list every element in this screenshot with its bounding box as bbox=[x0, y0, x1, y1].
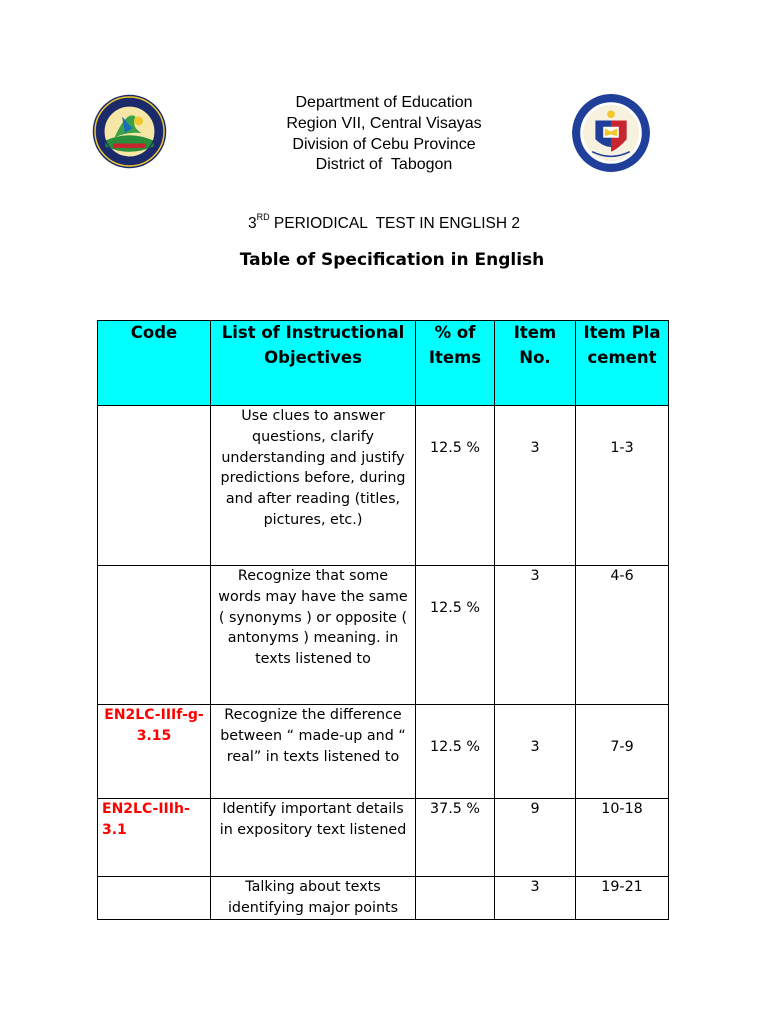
item-no-cell: 3 bbox=[495, 566, 576, 705]
test-title bbox=[140, 214, 628, 233]
column-header-percent: % of Items bbox=[416, 321, 495, 406]
document-title: Table of Specification in English bbox=[239, 250, 545, 270]
percent-value: 12.5 % bbox=[430, 739, 480, 755]
percent-cell bbox=[416, 406, 495, 566]
percent-value: 12.5 % bbox=[430, 600, 480, 616]
item-no-cell: 3 bbox=[495, 406, 576, 566]
code-cell bbox=[98, 406, 211, 566]
percent-value: 37.5 % bbox=[430, 801, 480, 817]
item-no-cell: 9 bbox=[495, 799, 576, 877]
objective-cell: Talking about texts identifying major points bbox=[211, 877, 416, 920]
percent-cell bbox=[416, 705, 495, 799]
table-row bbox=[98, 705, 669, 799]
column-header-item-no: Item No. bbox=[495, 321, 576, 406]
percent-cell bbox=[416, 799, 495, 877]
percent-value: 12.5 % bbox=[430, 440, 480, 456]
item-no-cell: 3 bbox=[495, 705, 576, 799]
objective-cell: Recognize that some words may have the same ( synonyms ) or opposite ( antonyms ) meaning. in texts listened to bbox=[211, 566, 416, 705]
header-line-department: Department of Education bbox=[295, 94, 473, 111]
header-line-division: Division of Cebu Province bbox=[292, 135, 476, 153]
column-header-code: Code bbox=[98, 321, 211, 406]
test-title-ordinal: 3 bbox=[248, 215, 257, 233]
placement-cell: 1-3 bbox=[576, 406, 669, 566]
table-row bbox=[98, 877, 669, 920]
code-cell: EN2LC-IIIf-g-3.15 bbox=[98, 705, 211, 799]
placement-cell: 19-21 bbox=[576, 877, 669, 920]
percent-cell bbox=[416, 877, 495, 920]
table-row bbox=[98, 799, 669, 877]
placement-cell: 10-18 bbox=[576, 799, 669, 877]
table-row bbox=[98, 566, 669, 705]
placement-cell: 7-9 bbox=[576, 705, 669, 799]
objective-cell: Recognize the difference between “ made-up and “ real” in texts listened to bbox=[211, 705, 416, 799]
header-line-region: Region VII, Central Visayas bbox=[286, 114, 482, 132]
table-header-row bbox=[98, 321, 669, 406]
column-header-objectives: List of Instructional Objectives bbox=[211, 321, 416, 406]
test-title-text: PERIODICAL TEST IN ENGLISH 2 bbox=[269, 215, 520, 233]
objective-cell: Identify important details in expository text listened bbox=[211, 799, 416, 877]
item-no-cell: 3 bbox=[495, 877, 576, 920]
code-cell: EN2LC-IIIh-3.1 bbox=[98, 799, 211, 877]
code-cell bbox=[98, 566, 211, 705]
header-line-district: District of Tabogon bbox=[315, 156, 453, 174]
specification-table bbox=[97, 320, 669, 920]
table-row bbox=[98, 406, 669, 566]
objective-cell: Use clues to answer questions, clarify understanding and justify predictions before, during and after reading (titles, pictures, etc.) bbox=[211, 406, 416, 566]
placement-cell: 4-6 bbox=[576, 566, 669, 705]
column-header-placement: Item Placement bbox=[576, 321, 669, 406]
percent-cell bbox=[416, 566, 495, 705]
code-cell bbox=[98, 877, 211, 920]
school-header bbox=[184, 93, 584, 176]
test-title-superscript: RD bbox=[256, 212, 270, 222]
division-of-cebu-province-seal-icon bbox=[92, 94, 167, 169]
